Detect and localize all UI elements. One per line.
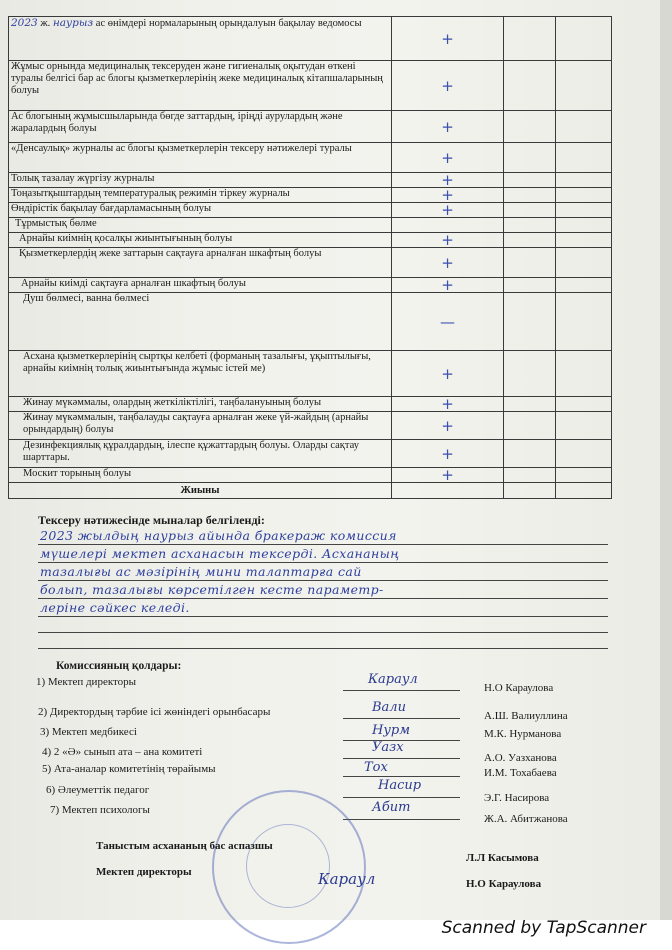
empty-cell [504,483,556,499]
empty-cell [504,248,556,278]
empty-cell [556,278,612,293]
empty-cell [504,351,556,397]
signature-line [343,819,460,820]
empty-cell [556,440,612,468]
empty-cell [504,468,556,483]
empty-cell [504,143,556,173]
signature-line [343,776,460,777]
director-label: Мектеп директоры [96,866,192,878]
acquainted-name: Л.Л Касымова [466,852,539,864]
member-name: М.К. Нурманова [484,728,562,740]
commission-heading: Комиссияның қолдары: [56,660,182,672]
empty-cell [556,293,612,351]
table-row [9,248,612,278]
mark-cell: + [392,351,504,397]
mark-cell: + [392,248,504,278]
empty-cell [504,61,556,111]
signature-mark: Тох [364,760,388,775]
member-role: 3) Мектеп медбикесі [40,726,137,738]
empty-cell [504,233,556,248]
page-edge [660,0,672,920]
member-role: 7) Мектеп психологы [50,804,150,816]
mark-cell: + [392,233,504,248]
empty-cell [556,412,612,440]
table-row [9,111,612,143]
member-role: 4) 2 «Ә» сынып ата – ана комитеті [42,746,203,758]
signature-line [343,797,460,798]
ruled-line [38,648,608,649]
signature-mark: Абит [372,800,411,815]
handwritten-month: наурыз [52,17,94,29]
ruled-line [38,580,608,581]
director-signature: Караул [318,870,376,888]
table-row [9,278,612,293]
mark-cell: + [392,203,504,218]
empty-cell [556,248,612,278]
empty-cell [392,483,504,499]
empty-cell [556,397,612,412]
empty-cell [556,143,612,173]
ruled-line [38,632,608,633]
signature-mark: Вали [372,700,406,715]
table-row [9,61,612,111]
table-row [9,468,612,483]
table-row [9,412,612,440]
empty-cell [504,293,556,351]
checklist-table [8,16,612,499]
member-role: 2) Директордың тәрбие ісі жөніндегі орынбасары [38,706,271,718]
mark-cell: + [392,468,504,483]
ruled-line [38,544,608,545]
table-row [9,233,612,248]
empty-cell [556,203,612,218]
official-seal-stamp [212,790,366,944]
row-label: Арнайы киімнің қосалқы жиынтығының болуы [9,233,392,248]
row-label: Ас блогының жұмысшыларында бөгде заттардың, іріңді аурулардың және жаралардың болуы [9,111,392,143]
empty-cell [504,188,556,203]
ruled-line [38,598,608,599]
empty-cell [504,173,556,188]
seal-inner-ring [246,824,330,908]
mark-cell: + [392,440,504,468]
empty-cell [556,351,612,397]
member-name: А.Ш. Валиуллина [484,710,568,722]
signature-mark: Насир [378,778,422,793]
empty-cell [556,483,612,499]
mark-cell: + [392,397,504,412]
member-name: Н.О Караулова [484,682,554,694]
mark-cell: + [392,143,504,173]
row-text: ж. [40,18,51,29]
row-label: Өндірістік бақылау бағдарламасының болуы [9,203,392,218]
empty-cell [392,218,504,233]
empty-cell [556,173,612,188]
table-row [9,173,612,188]
member-role: 5) Ата-аналар комитетінің төрайымы [42,763,216,775]
member-name: Э.Г. Насирова [484,792,550,804]
empty-cell [556,218,612,233]
member-name: А.О. Уазханова [484,752,557,764]
mark-cell: — [392,293,504,351]
signature-line [343,718,460,719]
mark-cell: + [392,111,504,143]
total-label: Жиыны [9,483,392,499]
member-name: И.М. Тохабаева [484,767,557,779]
handwritten-note-line: тазалығы ас мәзірінің мини талаптарға сай [40,564,362,579]
row-label: Толық тазалау жүргізу журналы [9,173,392,188]
handwritten-note-line: мүшелері мектеп асханасын тексерді. Асхананың [40,546,400,561]
row-label: Жинау мүкәммалын, таңбалауды сақтауға арналған жеке үй-жайдың (арнайы орындардың) болуы [9,412,392,440]
notes-heading: Тексеру нәтижесінде мыналар белгіленді: [38,513,265,527]
empty-cell [556,17,612,61]
scanner-watermark: Scanned by TapScanner [441,918,646,938]
empty-cell [504,412,556,440]
mark-cell: + [392,412,504,440]
empty-cell [504,203,556,218]
table-row [9,397,612,412]
row-label [9,17,392,61]
mark-cell: + [392,278,504,293]
handwritten-note-line: болып, тазалығы көрсетілген кесте параметр- [40,582,384,597]
table-row [9,218,612,233]
member-role: 6) Әлеуметтік педагог [46,784,150,796]
row-label: Дезинфекциялық құралдардың, ілеспе құжаттардың болуы. Оларды сақтау шарттары. [9,440,392,468]
row-label: «Денсаулық» журналы ас блогы қызметкерлерін тексеру нәтижелері туралы [9,143,392,173]
empty-cell [504,278,556,293]
empty-cell [504,218,556,233]
mark-cell: + [392,188,504,203]
row-label: Жинау мүкәммалы, олардың жеткіліктілігі, таңбалануының болуы [9,397,392,412]
director-name: Н.О Караулова [466,878,542,890]
signature-mark: Уазх [372,740,404,755]
mark-cell: + [392,61,504,111]
row-label: Тоңазытқыштардың температуралық режимін тіркеу журналы [9,188,392,203]
signature-mark: Караул [368,672,418,687]
section-header: Тұрмыстық бөлме [9,218,392,233]
ruled-line [38,562,608,563]
table-row [9,188,612,203]
table-row [9,351,612,397]
ruled-line [38,616,608,617]
mark-cell: + [392,173,504,188]
table-row [9,203,612,218]
row-label: Асхана қызметкерлерінің сыртқы келбеті (форманың тазалығы, ұқыптылығы, арнайы киімнің толық жиынтығында жұмыс істей ме) [9,351,392,397]
row-label: Душ бөлмесі, ванна бөлмесі [9,293,392,351]
row-label: Москит торының болуы [9,468,392,483]
signature-mark: Нурм [372,723,410,738]
empty-cell [556,61,612,111]
row-text-2: ас өнімдері нормаларының орындалуын бақылау ведомосы [93,18,362,29]
member-name: Ж.А. Абитжанова [484,813,568,825]
empty-cell [504,440,556,468]
signature-line [343,690,460,691]
handwritten-note-line: 2023 жылдың наурыз айында бракераж комиссия [40,528,397,543]
empty-cell [504,111,556,143]
empty-cell [504,17,556,61]
table-row [9,143,612,173]
empty-cell [556,233,612,248]
acquainted-label: Таныстым асхананың бас аспазшы [96,840,273,852]
table-row [9,440,612,468]
total-row [9,483,612,499]
row-label: Қызметкерлердің жеке заттарын сақтауға арналған шкафтың болуы [9,248,392,278]
signature-line [343,758,460,759]
empty-cell [556,111,612,143]
empty-cell [504,397,556,412]
row-label: Жұмыс орнында медициналық тексеруден және гигиеналық оқытудан өткені туралы белгісі бар ас блогы қызметкерлерінің жеке медициналық кітапшаларының болуы [9,61,392,111]
mark-cell: + [392,17,504,61]
handwritten-note-line: леріне сәйкес келеді. [40,600,190,615]
table-row [9,17,612,61]
member-role: 1) Мектеп директоры [36,676,137,688]
handwritten-year: 2023 [11,17,38,29]
empty-cell [556,468,612,483]
table-row [9,293,612,351]
empty-cell [556,188,612,203]
row-label: Арнайы киімді сақтауға арналған шкафтың болуы [9,278,392,293]
